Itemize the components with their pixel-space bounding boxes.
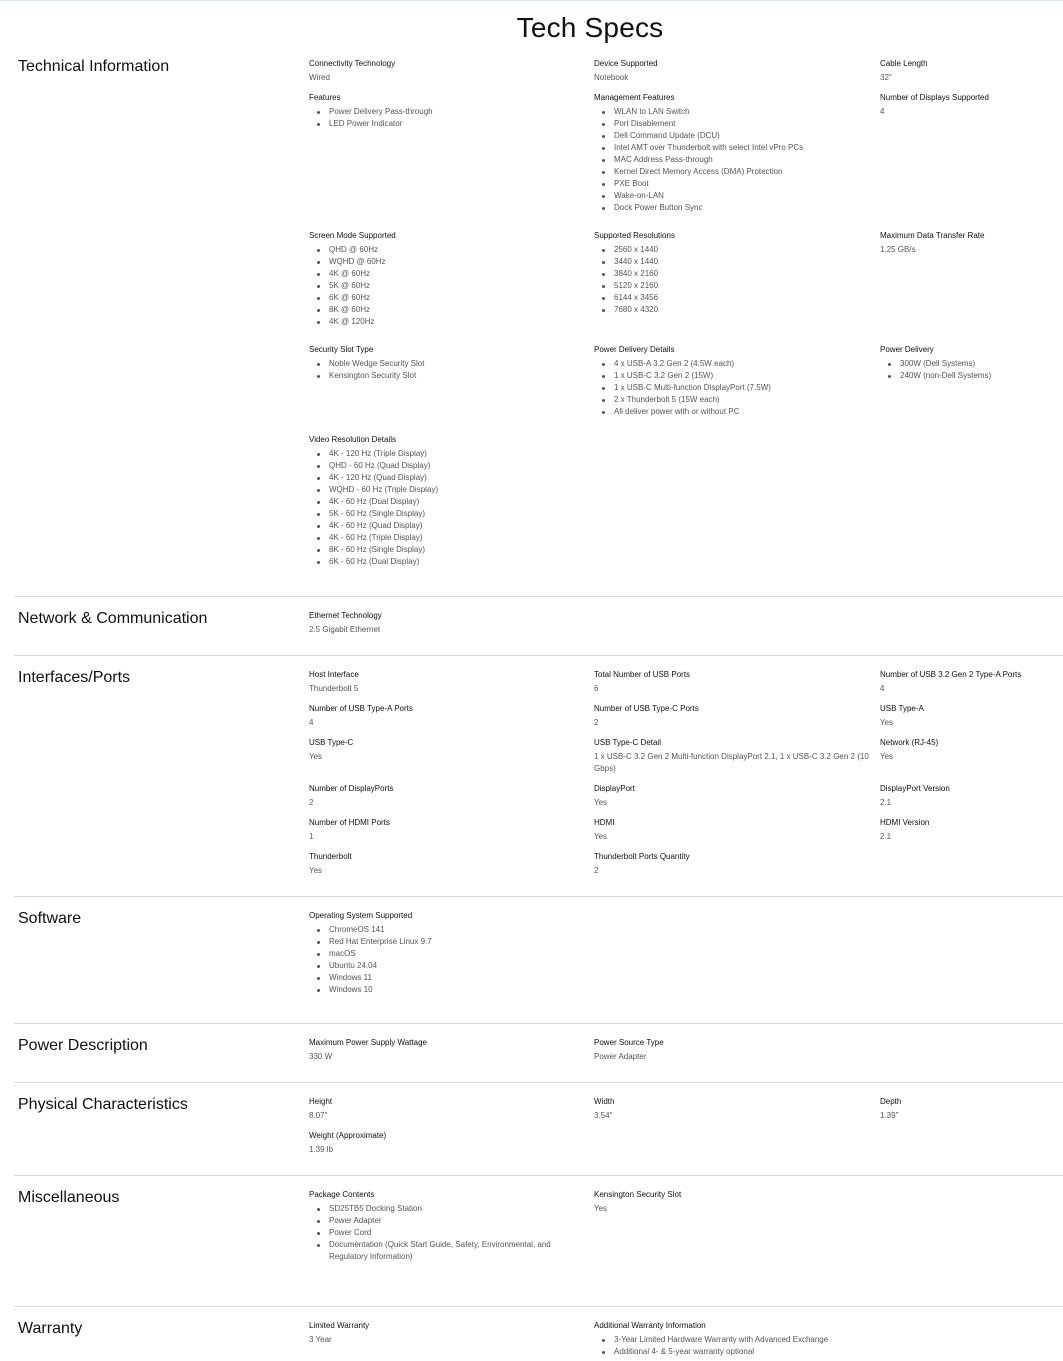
list-item: QHD - 60 Hz (Quad Display)	[309, 460, 589, 472]
spec-item	[594, 1096, 874, 1122]
spec-item	[309, 434, 589, 568]
spec-item	[880, 230, 1063, 256]
spec-value: Yes	[594, 1204, 608, 1213]
spec-label: Ethernet Technology	[309, 611, 382, 620]
section-title: Software	[18, 910, 82, 927]
spec-item	[880, 58, 1063, 84]
spec-value: 2	[594, 866, 599, 875]
list-item: Windows 11	[309, 972, 589, 984]
list-item: Power Adapter	[309, 1215, 589, 1227]
list-item: macOS	[309, 948, 589, 960]
list-item: ChromeOS 141	[309, 924, 589, 936]
spec-label: Power Delivery	[880, 345, 934, 354]
spec-label: Management Features	[594, 93, 675, 102]
list-item: 6144 x 3456	[594, 292, 874, 304]
spec-value: 1	[309, 832, 314, 841]
spec-item	[880, 817, 1063, 843]
spec-value-list	[309, 106, 589, 130]
spec-item	[594, 851, 874, 877]
list-item: 1 x USB-C 3.2 Gen 2 (15W)	[594, 370, 874, 382]
list-item: 4K - 60 Hz (Dual Display)	[309, 496, 589, 508]
spec-item	[309, 1096, 589, 1122]
spec-label: Power Delivery Details	[594, 345, 675, 354]
spec-label: DisplayPort	[594, 784, 635, 793]
spec-value: Notebook	[594, 73, 629, 82]
spec-item	[309, 610, 589, 636]
spec-value: 2	[594, 718, 599, 727]
list-item: Kernel Direct Memory Access (DMA) Protection	[594, 166, 874, 178]
spec-value: 6	[594, 684, 599, 693]
spec-item	[309, 1189, 589, 1263]
list-item: Additional 4- & 5-year warranty optional	[594, 1346, 874, 1358]
spec-value: 3 Year	[309, 1335, 332, 1344]
spec-label: Power Source Type	[594, 1038, 664, 1047]
list-item: WQHD @ 60Hz	[309, 256, 589, 268]
list-item: Red Hat Enterprise Linux 9.7	[309, 936, 589, 948]
spec-value-list	[309, 244, 589, 328]
spec-label: Device Supported	[594, 59, 658, 68]
list-item: 4K @ 60Hz	[309, 268, 589, 280]
spec-value: Yes	[309, 752, 323, 761]
spec-label: Thunderbolt Ports Quantity	[594, 852, 690, 861]
list-item: 4K - 60 Hz (Triple Display)	[309, 532, 589, 544]
spec-value: 4	[880, 107, 885, 116]
spec-value: Yes	[880, 752, 894, 761]
spec-item	[594, 1189, 874, 1215]
spec-value: 2.1	[880, 832, 892, 841]
list-item: Intel AMT over Thunderbolt with select Intel vPro PCs	[594, 142, 874, 154]
spec-value: 8.07"	[309, 1111, 328, 1120]
list-item: Power Delivery Pass-through	[309, 106, 589, 118]
spec-label: USB Type-A	[880, 704, 924, 713]
list-item: PXE Boot	[594, 178, 874, 190]
spec-value: 32"	[880, 73, 892, 82]
spec-value: 4	[309, 718, 314, 727]
spec-label: Video Resolution Details	[309, 435, 397, 444]
spec-label: Number of DisplayPorts	[309, 784, 394, 793]
spec-value: 4	[880, 684, 885, 693]
list-item: Ubuntu 24.04	[309, 960, 589, 972]
spec-item	[594, 344, 874, 418]
spec-value: Yes	[594, 832, 608, 841]
spec-label: Number of USB Type-C Ports	[594, 704, 699, 713]
list-item: 4K @ 120Hz	[309, 316, 589, 328]
spec-label: Number of Displays Supported	[880, 93, 989, 102]
spec-item	[880, 344, 1063, 382]
list-item: WLAN to LAN Switch	[594, 106, 874, 118]
spec-value: 1.25 GB/s	[880, 245, 916, 254]
section-title: Technical Information	[18, 58, 170, 75]
spec-label: HDMI	[594, 818, 615, 827]
spec-item	[880, 669, 1063, 695]
spec-value: 2.5 Gigabit Ethernet	[309, 625, 381, 634]
spec-value: 3.54"	[594, 1111, 613, 1120]
list-item: 3440 x 1440	[594, 256, 874, 268]
spec-item	[880, 92, 1063, 118]
spec-label: Screen Mode Supported	[309, 231, 396, 240]
list-item: All deliver power with or without PC	[594, 406, 874, 418]
spec-label: Cable Length	[880, 59, 928, 68]
spec-item	[309, 669, 589, 695]
spec-item	[309, 817, 589, 843]
section-physical-characteristics	[14, 1082, 1063, 1176]
spec-item	[309, 1130, 589, 1156]
spec-item	[880, 1096, 1063, 1122]
list-item: Dell Command Update (DCU)	[594, 130, 874, 142]
list-item: 5K - 60 Hz (Single Display)	[309, 508, 589, 520]
list-item: 7680 x 4320	[594, 304, 874, 316]
list-item: 4K - 120 Hz (Quad Display)	[309, 472, 589, 484]
spec-item	[594, 817, 874, 843]
list-item: 240W (non-Dell Systems)	[880, 370, 1063, 382]
list-item: Kensington Security Slot	[309, 370, 589, 382]
spec-label: Network (RJ-45)	[880, 738, 939, 747]
spec-label: Operating System Supported	[309, 911, 413, 920]
spec-item	[309, 230, 589, 328]
spec-item	[309, 344, 589, 382]
spec-value: 1.39"	[880, 1111, 899, 1120]
section-warranty	[14, 1306, 1063, 1361]
list-item: LED Power Indicator	[309, 118, 589, 130]
section-software	[14, 896, 1063, 1024]
spec-value: 330 W	[309, 1052, 333, 1061]
spec-label: Host Interface	[309, 670, 359, 679]
list-item: WQHD - 60 Hz (Triple Display)	[309, 484, 589, 496]
list-item: 5K @ 60Hz	[309, 280, 589, 292]
page-title: Tech Specs	[516, 12, 664, 43]
spec-value-list	[594, 358, 874, 418]
spec-value-list	[309, 924, 589, 996]
spec-value: Wired	[309, 73, 330, 82]
spec-item	[594, 703, 874, 729]
spec-label: Kensington Security Slot	[594, 1190, 682, 1199]
spec-label: Security Slot Type	[309, 345, 374, 354]
section-interfaces-ports	[14, 655, 1063, 897]
list-item: 4 x USB-A 3.2 Gen 2 (4.5W each)	[594, 358, 874, 370]
list-item: 3-Year Limited Hardware Warranty with Advanced Exchange	[594, 1334, 874, 1346]
spec-label: Number of USB 3.2 Gen 2 Type-A Ports	[880, 670, 1022, 679]
list-item: Noble Wedge Security Slot	[309, 358, 589, 370]
list-item: Wake-on-LAN	[594, 190, 874, 202]
spec-label: HDMI Version	[880, 818, 930, 827]
list-item: 5120 x 2160	[594, 280, 874, 292]
spec-item	[309, 92, 589, 130]
list-item: SD25TB5 Docking Station	[309, 1203, 589, 1215]
spec-item	[594, 1037, 874, 1063]
spec-value: 1 x USB-C 3.2 Gen 2 Multi-function DisplayPort 2.1, 1 x USB-C 3.2 Gen 2 (10 Gbps)	[594, 752, 869, 773]
list-item: Windows 10	[309, 984, 589, 996]
list-item: 4K - 120 Hz (Triple Display)	[309, 448, 589, 460]
section-miscellaneous	[14, 1175, 1063, 1307]
spec-label: Depth	[880, 1097, 902, 1106]
spec-label: Limited Warranty	[309, 1321, 370, 1330]
spec-item	[594, 58, 874, 84]
list-item: 4K - 60 Hz (Quad Display)	[309, 520, 589, 532]
spec-label: DisplayPort Version	[880, 784, 950, 793]
section-power-description	[14, 1023, 1063, 1083]
spec-label: Maximum Power Supply Wattage	[309, 1038, 427, 1047]
spec-label: Number of USB Type-A Ports	[309, 704, 413, 713]
spec-item	[309, 703, 589, 729]
spec-label: Total Number of USB Ports	[594, 670, 691, 679]
spec-item	[309, 783, 589, 809]
section-title: Interfaces/Ports	[18, 669, 131, 686]
spec-value: Yes	[309, 866, 323, 875]
spec-item	[594, 737, 874, 775]
section-title: Power Description	[18, 1037, 148, 1054]
spec-value: Power Adapter	[594, 1052, 647, 1061]
section-network-communication	[14, 596, 1063, 656]
list-item: MAC Address Pass-through	[594, 154, 874, 166]
spec-item	[309, 851, 589, 877]
spec-item	[594, 669, 874, 695]
list-item: Documentation (Quick Start Guide, Safety, Environmental, and Regulatory Information)	[309, 1239, 589, 1263]
section-technical-information	[14, 48, 1063, 596]
list-item: 6K @ 60Hz	[309, 292, 589, 304]
spec-label: Number of HDMI Ports	[309, 818, 390, 827]
list-item: 2 x Thunderbolt 5 (15W each)	[594, 394, 874, 406]
spec-label: Weight (Approximate)	[309, 1131, 387, 1140]
spec-item	[594, 230, 874, 316]
spec-label: Package Contents	[309, 1190, 375, 1199]
list-item: 8K @ 60Hz	[309, 304, 589, 316]
list-item: 1 x USB-C Multi-function DisplayPort (7.5W)	[594, 382, 874, 394]
spec-item	[880, 783, 1063, 809]
section-title: Network & Communication	[18, 610, 208, 627]
list-item: 300W (Dell Systems)	[880, 358, 1063, 370]
spec-value: 2	[309, 798, 314, 807]
list-item: 6K - 60 Hz (Dual Display)	[309, 556, 589, 568]
spec-value-list	[594, 1334, 874, 1358]
spec-item	[594, 1320, 874, 1358]
spec-value: 2.1	[880, 798, 892, 807]
spec-label: Supported Resolutions	[594, 231, 675, 240]
spec-value-list	[309, 358, 589, 382]
spec-label: Features	[309, 93, 341, 102]
list-item: 8K - 60 Hz (Single Display)	[309, 544, 589, 556]
spec-label: Connectivity Technology	[309, 59, 396, 68]
spec-label: Additional Warranty Information	[594, 1321, 706, 1330]
spec-item	[880, 737, 1063, 763]
spec-item	[309, 910, 589, 996]
section-title: Physical Characteristics	[18, 1096, 188, 1113]
list-item: 2560 x 1440	[594, 244, 874, 256]
section-title: Miscellaneous	[18, 1189, 120, 1206]
list-item: Power Cord	[309, 1227, 589, 1239]
section-title: Warranty	[18, 1320, 83, 1337]
spec-label: Maximum Data Transfer Rate	[880, 231, 985, 240]
spec-item	[594, 783, 874, 809]
spec-label: USB Type-C Detail	[594, 738, 661, 747]
spec-item	[309, 737, 589, 763]
spec-value-list	[309, 1203, 589, 1263]
spec-value: Yes	[594, 798, 608, 807]
list-item: Dock Power Button Sync	[594, 202, 874, 214]
spec-value-list	[880, 358, 1063, 382]
spec-value-list	[594, 244, 874, 316]
spec-item	[309, 1037, 589, 1063]
spec-label: Width	[594, 1097, 615, 1106]
spec-value: Yes	[880, 718, 894, 727]
spec-label: USB Type-C	[309, 738, 354, 747]
spec-item	[594, 92, 874, 214]
list-item: Port Disablement	[594, 118, 874, 130]
spec-item	[880, 703, 1063, 729]
spec-item	[309, 1320, 589, 1346]
spec-label: Height	[309, 1097, 333, 1106]
spec-value: Thunderbolt 5	[309, 684, 359, 693]
list-item: QHD @ 60Hz	[309, 244, 589, 256]
spec-value: 1.39 lb	[309, 1145, 334, 1154]
list-item: 3840 x 2160	[594, 268, 874, 280]
top-divider	[0, 0, 1063, 1]
spec-item	[309, 58, 589, 84]
spec-value-list	[594, 106, 874, 214]
spec-value-list	[309, 448, 589, 568]
spec-label: Thunderbolt	[309, 852, 352, 861]
